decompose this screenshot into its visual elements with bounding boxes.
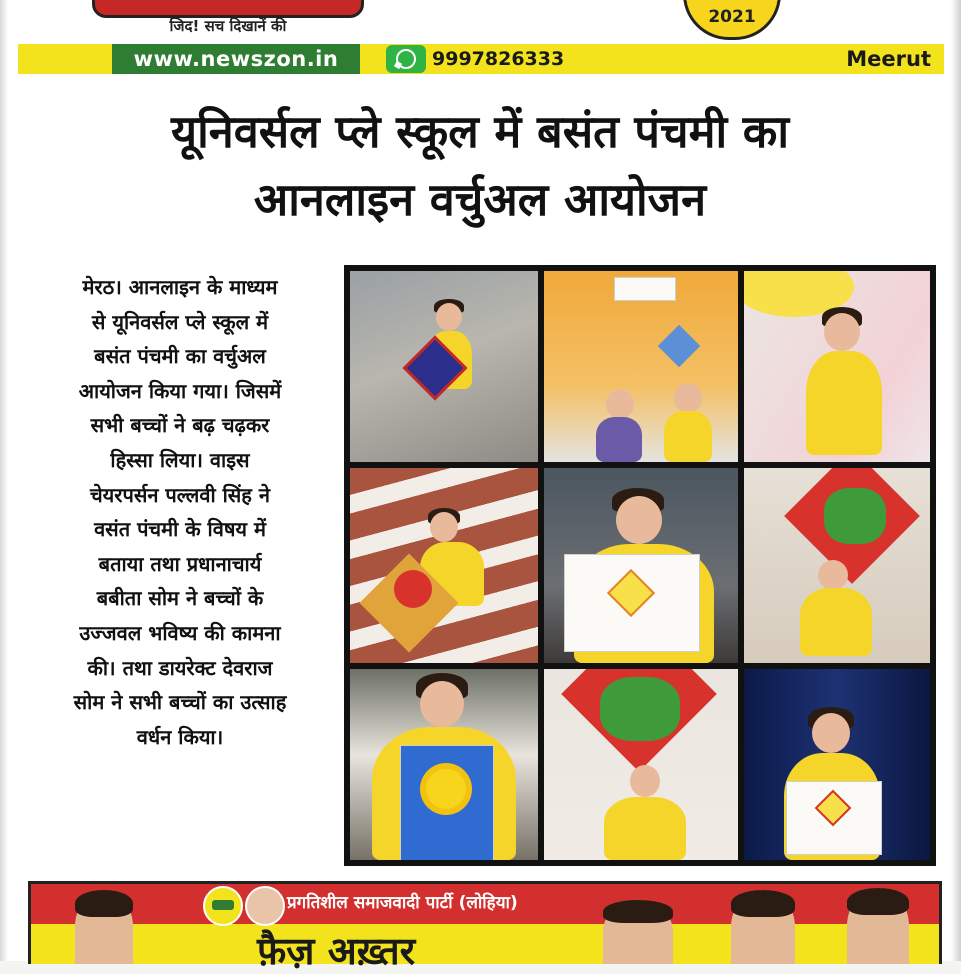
photo-child-with-hulk-kite [744,468,930,663]
body-line: हिस्सा लिया। वाइस [110,447,250,472]
child-head [430,512,458,542]
body-line: बबीता सोम ने बच्चों के [96,586,264,611]
kite-image [658,325,700,367]
kite-patch [394,570,432,608]
leader-photo [847,888,909,964]
child-head [818,560,848,590]
advertisement-banner [28,881,942,973]
body-line: सोम ने सभी बच्चों का उत्साह [73,690,287,715]
photo-child-with-sunflower [350,669,538,860]
body-line: चेयरपर्सन पल्लवी सिंह ने [89,482,270,507]
headline-line-1: यूनिवर्सल प्ले स्कूल में बसंत पंचमी का [170,105,790,158]
leader-photo [603,900,673,964]
website-link[interactable]: www.newszon.in [112,44,360,74]
body-line: वर्धन किया। [136,724,224,749]
photo-child-with-kite-drawing [544,468,738,663]
body-line: मेरठ। आनलाइन के माध्यम [82,275,278,299]
child-head [606,389,634,419]
body-line: सभी बच्चों ने बढ़ चढ़कर [90,413,270,438]
year-badge [683,0,781,40]
child-body [806,351,882,455]
year-text: 2021 [708,7,756,27]
photo-girl-with-kite-card [744,669,930,860]
child-head [616,496,662,544]
child-body [596,417,642,462]
kite-hulk-print [600,677,680,741]
body-line: बताया तथा प्रधानाचार्य [98,551,262,576]
photo-child-with-orange-kite [350,468,538,663]
sunflower-icon [426,769,466,809]
party-name: प्रगतिशील समाजवादी पार्टी (लोहिया) [287,893,518,913]
photo-collage [344,265,936,866]
body-line: से यूनिवर्सल प्ले स्कूल में [91,309,269,334]
body-line: बसंत पंचमी का वर्चुअल [94,344,266,369]
party-symbol-icon [203,886,243,926]
headline [20,98,940,234]
child-head [436,303,462,331]
child-body [800,588,872,656]
child-body [664,411,712,462]
phone-number: 9997826333 [432,48,565,70]
body-line: उज्जवल भविष्य की कामना [79,620,281,645]
body-line: आयोजन किया गया। जिसमें [78,378,282,403]
child-head [630,765,660,797]
body-line: वसंत पंचमी के विषय में [94,517,266,542]
child-head [824,313,860,351]
child-body [604,797,686,860]
tagline: जिद! सच दिखानें की [169,17,287,35]
kite-hulk-print [824,488,886,544]
body-line: की। तथा डायरेक्ट देवराज [87,655,273,680]
photo-child-yellow-umbrella [744,271,930,462]
child-head [420,681,464,727]
photo-child-holding-kite [544,669,738,860]
article-body [24,270,336,754]
page-edge-shadow-left [0,0,8,961]
photo-two-children-at-board [544,271,738,462]
leader-photo [731,890,795,964]
candidate-photo [75,890,133,964]
child-head [674,383,702,413]
board-sign [614,277,676,301]
whatsapp-icon [386,45,426,73]
candidate-name: फ़ैज़ अख़्तर [257,929,416,973]
leader-portrait-icon [245,886,285,926]
page-edge-shadow-right [951,0,961,961]
city-name: Meerut [846,47,931,71]
headline-line-2: आनलाइन वर्चुअल आयोजन [253,173,707,226]
child-head [812,713,850,753]
photo-child-with-kite-outdoors [350,271,538,462]
